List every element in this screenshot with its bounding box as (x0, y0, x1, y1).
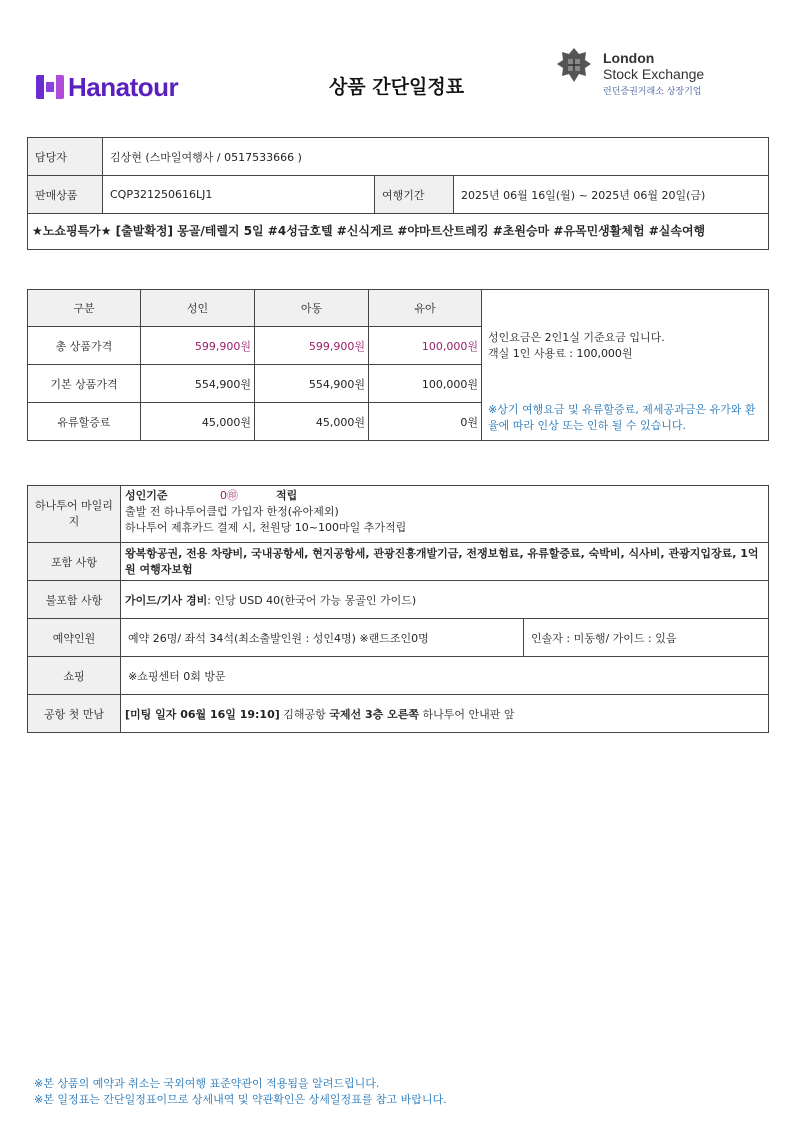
manager-label: 담당자 (28, 138, 103, 176)
excluded-info (121, 581, 769, 619)
product-label: 판매상품 (28, 176, 103, 214)
page-title: 상품 간단일정표 (328, 76, 465, 98)
price-child: 45,000원 (255, 403, 369, 441)
product-code: CQP321250616LJ1 (103, 176, 375, 214)
price-infant: 0원 (369, 403, 482, 441)
crest-icon (555, 46, 593, 86)
meeting-date: [미팅 일자 06월 16일 19:10] (125, 707, 280, 721)
product-title: ★노쇼핑특가★ [출발확정] 몽골/테렐지 5일 #4성급호텔 #신식게르 #야마트산트레킹 #초원승마 #유목민생활체험 #실속여행 (28, 214, 769, 250)
info-table (27, 137, 769, 250)
price-infant: 100,000원 (369, 365, 482, 403)
price-adult: 554,900원 (141, 365, 255, 403)
period-label: 여행기간 (375, 176, 454, 214)
price-row-label: 총 상품가격 (28, 327, 141, 365)
price-note-single: 객실 1인 사용료 : 100,000원 (488, 347, 633, 360)
price-adult: 599,900원 (141, 327, 255, 365)
price-notes (482, 290, 769, 441)
mileage-points: 0㊞ (220, 489, 238, 502)
price-header-adult: 성인 (141, 290, 255, 327)
price-row-label: 유류할증료 (28, 403, 141, 441)
lse-logo (555, 44, 725, 100)
price-child: 599,900원 (255, 327, 369, 365)
price-adult: 45,000원 (141, 403, 255, 441)
price-infant: 100,000원 (369, 327, 482, 365)
price-header-category: 구분 (28, 290, 141, 327)
meeting-place: 하나투어 안내판 앞 (418, 707, 515, 721)
hanatour-logo-text: Hanatour (68, 71, 179, 102)
details-table (27, 485, 769, 733)
included-label: 포함 사항 (28, 543, 121, 581)
price-child: 554,900원 (255, 365, 369, 403)
lse-korean-label: 런던증권거래소 상장기업 (603, 87, 702, 97)
shopping-value: ※쇼핑센터 0회 방문 (121, 657, 769, 695)
mileage-info (121, 486, 769, 543)
escort-value: 인솔자 : 미동행/ 가이드 : 있음 (524, 619, 769, 657)
excluded-label: 불포함 사항 (28, 581, 121, 619)
footer-note-terms: ※본 상품의 예약과 취소는 국외여행 표준약관이 적용됨을 알려드립니다. (34, 1077, 380, 1090)
price-note-rate: 성인요금은 2인1실 기준요금 입니다. (488, 331, 665, 344)
price-header-child: 아동 (255, 290, 369, 327)
period-value: 2025년 06월 16일(월) ~ 2025년 06월 20일(금) (454, 176, 769, 214)
mileage-basis: 성인기준 (125, 489, 168, 502)
meeting-info (121, 695, 769, 733)
shopping-label: 쇼핑 (28, 657, 121, 695)
mileage-card-bonus: 하나투어 제휴카드 결제 시, 천원당 10~100마일 추가적립 (125, 521, 407, 534)
lse-name-line1: London (603, 50, 655, 66)
footer-note-detail: ※본 일정표는 간단일정표이므로 상세내역 및 약관확인은 상세일정표를 참고 바랍니다. (34, 1093, 447, 1106)
meeting-terminal: 국제선 3층 오른쪽 (329, 707, 419, 721)
lse-name-line2: Stock Exchange (603, 66, 705, 82)
price-table (27, 289, 769, 441)
mileage-earn: 적립 (276, 489, 298, 502)
price-note-fuel: ※상기 여행요금 및 유류할증료, 제세공과금은 유가와 환율에 따라 인상 또는 인하 될 수 있습니다. (488, 403, 756, 432)
meeting-label: 공항 첫 만남 (28, 695, 121, 733)
manager-value: 김상현 (스마일여행사 / 0517533666 ) (103, 138, 769, 176)
excluded-bold: 가이드/기사 경비 (125, 593, 208, 607)
included-value: 왕복항공권, 전용 차량비, 국내공항세, 현지공항세, 관광진흥개발기금, 전쟁보험료, 유류할증료, 숙박비, 식사비, 관광지입장료, 1억원 여행자보험 (121, 543, 769, 581)
price-header-infant: 유아 (369, 290, 482, 327)
booking-label: 예약인원 (28, 619, 121, 657)
mileage-label: 하나투어 마일리지 (28, 486, 121, 543)
price-row-label: 기본 상품가격 (28, 365, 141, 403)
meeting-airport: 김해공항 (279, 707, 330, 721)
mileage-condition: 출발 전 하나투어클럽 가입자 한정(유아제외) (125, 505, 339, 518)
excluded-rest: : 인당 USD 40(한국어 가능 몽골인 가이드) (207, 593, 417, 607)
booking-value: 예약 26명/ 좌석 34석(최소출발인원 : 성인4명) ※랜드조인0명 (121, 619, 524, 657)
